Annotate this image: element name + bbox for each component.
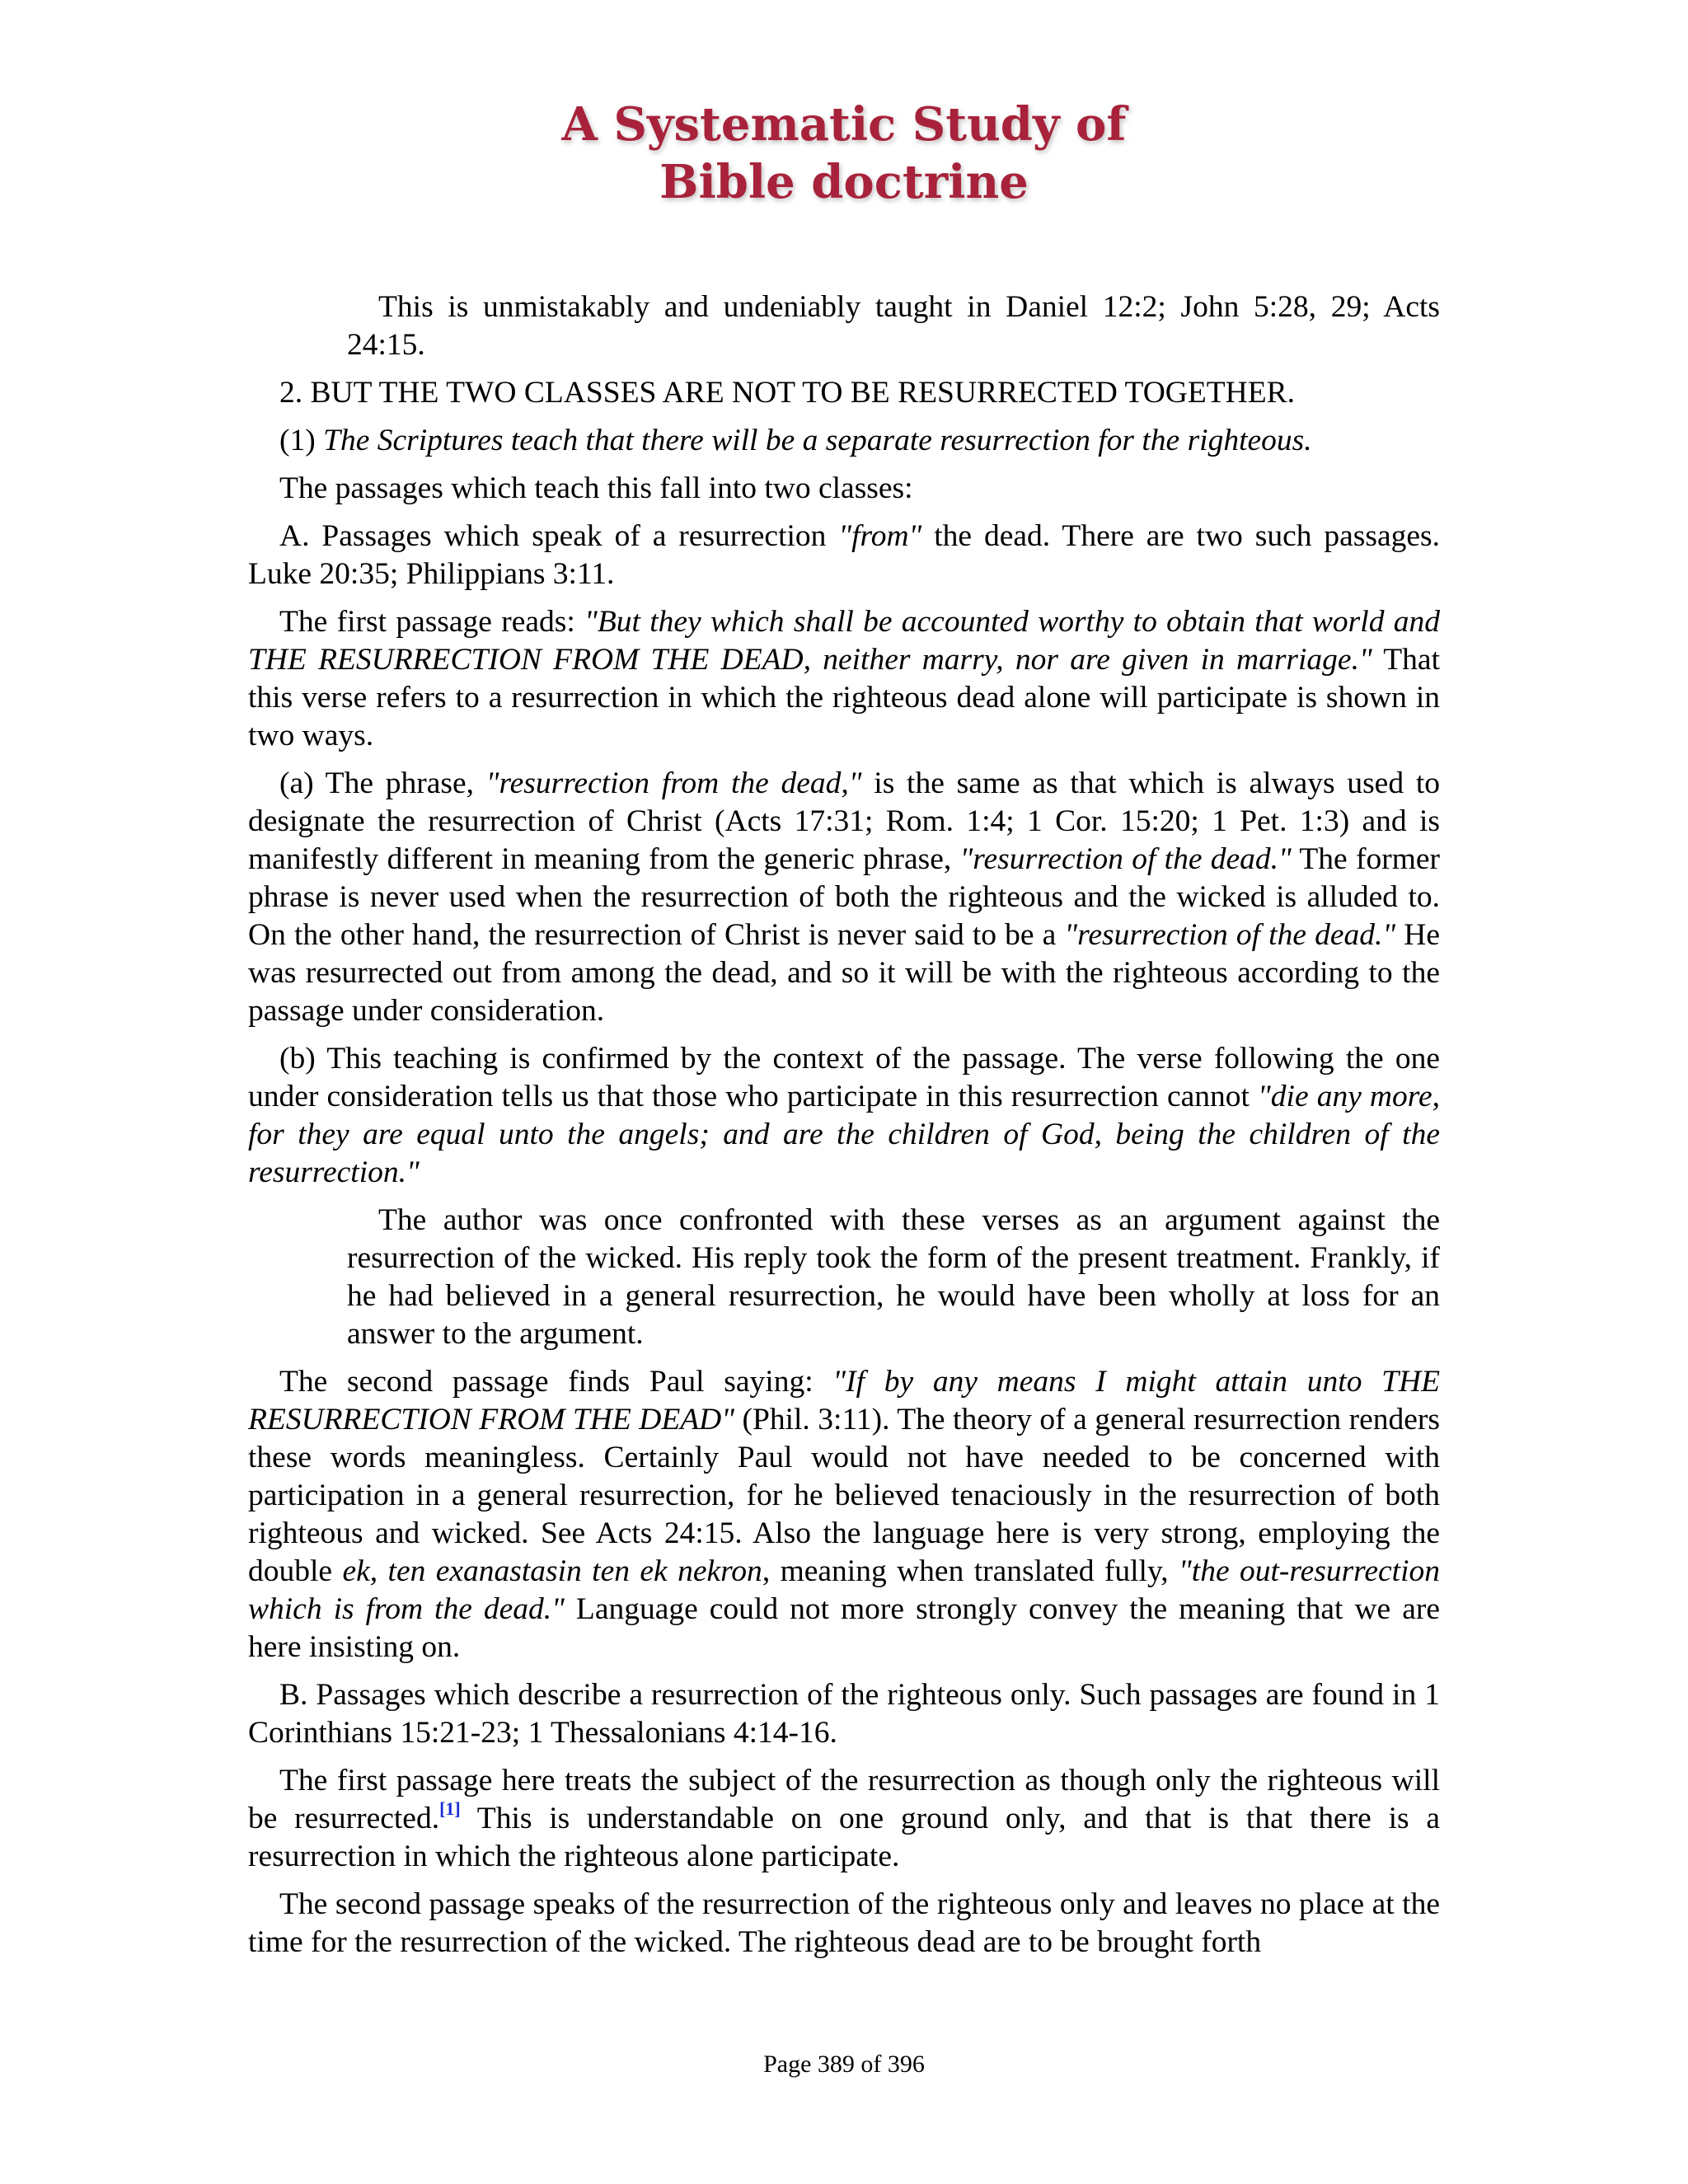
- paragraph-text: , meaning when translated fully,: [762, 1554, 1179, 1588]
- paragraph-text: He was resurrected out from among the dead, and so it will be with the righteous according to the passage under consideration.: [248, 918, 1440, 1028]
- paragraph-indented-note: [347, 1202, 1440, 1353]
- logo-title-line1: A Systematic Study of: [561, 97, 1127, 152]
- quoted-term: "from": [838, 519, 922, 553]
- paragraph-text: The passages which teach this fall into two classes:: [279, 471, 913, 505]
- paragraph-text: The second passage speaks of the resurrection of the righteous only and leaves no place at the time for the resurrection of the wicked. The righteous dead are to be brought forth: [248, 1887, 1440, 1959]
- quoted-term: "the out-resurrection which is from the dead.": [248, 1554, 1440, 1626]
- header-logo: [0, 91, 1688, 223]
- paragraph-text: (a) The phrase,: [279, 766, 486, 800]
- paragraph: [248, 1040, 1440, 1192]
- paragraph-text: The author was once confronted with these verses as an argument against the resurrection of the wicked. His reply took the form of the present treatment. Frankly, if he had believed in a general resurrection, he would have been wholly at loss for an answer to the argument.: [347, 1203, 1440, 1351]
- paragraph-text: the dead. There are two such passages. Luke 20:35; Philippians 3:11.: [248, 519, 1440, 591]
- paragraph: [248, 1676, 1440, 1752]
- paragraph: [248, 603, 1440, 755]
- paragraph-text: That this verse refers to a resurrection in which the righteous dead alone will participate is shown in two ways.: [248, 643, 1440, 752]
- page-footer: [0, 2050, 1688, 2079]
- quoted-term: "resurrection from the dead,": [485, 766, 862, 800]
- paragraph-text: A. Passages which speak of a resurrection: [279, 519, 839, 553]
- subsection-heading: [248, 422, 1440, 460]
- paragraph-text: B. Passages which describe a resurrection of the righteous only. Such passages are found in 1 Corinthians 15:21-23; 1 Thessalonians 4:14-16.: [248, 1678, 1440, 1750]
- subsection-title: The Scriptures teach that there will be a separate resurrection for the righteous.: [323, 424, 1312, 457]
- quoted-term: "resurrection of the dead.": [1064, 918, 1396, 952]
- footnote-link[interactable]: [1]: [439, 1798, 461, 1819]
- logo-title-line2: Bible doctrine: [659, 155, 1029, 209]
- page-number: Page 389 of 396: [763, 2050, 925, 2078]
- paragraph-text: (b) This teaching is confirmed by the context of the passage. The verse following the one under consideration tells us that those who participate in this resurrection cannot: [248, 1042, 1440, 1113]
- paragraph: [248, 518, 1440, 593]
- blackletter-title-image: [531, 91, 1157, 223]
- scripture-quote: "But they which shall be accounted worthy to obtain that world and THE RESURRECTION FROM THE DEAD, neither marry, nor are given in marriage.": [248, 605, 1440, 677]
- paragraph-text: Language could not more strongly convey the meaning that we are here insisting on.: [248, 1592, 1440, 1664]
- scripture-quote: "die any more, for they are equal unto the angels; and are the children of God, being the children of the resurrection.": [248, 1080, 1440, 1189]
- paragraph-text: The first passage here treats the subject of the resurrection as though only the righteous will be resurrected.: [248, 1764, 1440, 1835]
- section-heading: [248, 374, 1440, 412]
- paragraph-text: is the same as that which is always used to designate the resurrection of Christ (Acts 17:31; Rom. 1:4; 1 Cor. 15:20; 1 Pet. 1:3) and is manifestly different in meaning from the generic phrase,: [248, 766, 1440, 876]
- page-body: [248, 288, 1440, 1971]
- paragraph: [248, 1886, 1440, 1961]
- scripture-quote: "If by any means I might attain unto THE RESURRECTION FROM THE DEAD": [248, 1365, 1441, 1436]
- paragraph: [248, 1762, 1440, 1876]
- paragraph-text: (Phil. 3:11). The theory of a general resurrection renders these words meaningless. Certainly Paul would not have needed to be concerned with participation in a general resurrection, for he believed tenaciously in the resurrection of both righteous and wicked. See Acts 24:15. Also the language here is very strong, employing the double: [248, 1403, 1440, 1588]
- paragraph-text: This is unmistakably and undeniably taught in Daniel 12:2; John 5:28, 29; Acts 24:15.: [347, 290, 1440, 362]
- paragraph: [248, 470, 1440, 508]
- paragraph-text: The former phrase is never used when the resurrection of both the righteous and the wicked is alluded to. On the other hand, the resurrection of Christ is never said to be a: [248, 842, 1440, 952]
- paragraph-indented-note: [347, 288, 1440, 364]
- greek-phrase: ek, ten exanastasin ten ek nekron: [342, 1554, 762, 1588]
- paragraph: [248, 765, 1440, 1030]
- paragraph-text: This is understandable on one ground only, and that is that there is a resurrection in which the righteous alone participate.: [248, 1802, 1440, 1873]
- subsection-number: (1): [279, 424, 324, 457]
- heading-text: 2. BUT THE TWO CLASSES ARE NOT TO BE RESURRECTED TOGETHER.: [279, 376, 1296, 410]
- paragraph: [248, 1363, 1440, 1666]
- quoted-term: "resurrection of the dead.": [959, 842, 1292, 876]
- paragraph-text: The second passage finds Paul saying:: [279, 1365, 833, 1399]
- paragraph-text: The first passage reads:: [279, 605, 585, 639]
